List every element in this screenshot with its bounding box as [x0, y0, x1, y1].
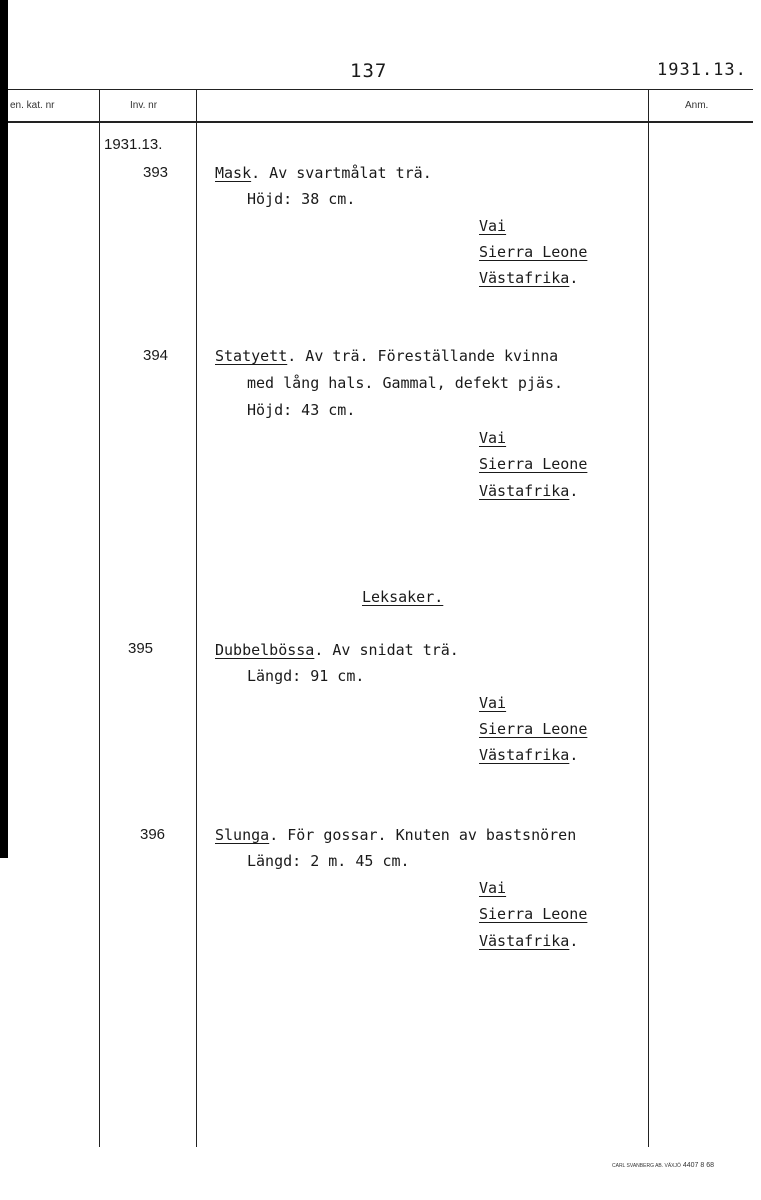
entry-description: [215, 641, 459, 659]
column-header-kat-nr: en. kat. nr: [10, 100, 55, 111]
entry-measure: Längd: 2 m. 45 cm.: [247, 852, 410, 870]
entry-measure: Höjd: 43 cm.: [247, 401, 356, 419]
binding-edge: [0, 0, 8, 858]
origin-people: Vai: [479, 429, 507, 447]
origin-country: Sierra Leone: [479, 455, 588, 473]
origin-region: Västafrika: [479, 482, 570, 500]
accession-marker: 1931.13.: [104, 136, 163, 153]
origin-people: Vai: [479, 879, 507, 897]
origin-region-line: Västafrika.: [479, 746, 579, 764]
origin-country: Sierra Leone: [479, 905, 588, 923]
column-divider-anm: [648, 89, 649, 1147]
entry-text: . Av svartmålat trä.: [251, 164, 432, 182]
entry-title: Dubbelbössa: [215, 641, 315, 659]
header-bottom-rule: [8, 121, 753, 123]
origin-region-line: Västafrika.: [479, 932, 579, 950]
origin-region-line: Västafrika.: [479, 269, 579, 287]
origin-region-line: Västafrika.: [479, 482, 579, 500]
inventory-number: 394: [143, 347, 169, 364]
entry-title: Slunga: [215, 826, 270, 844]
inventory-number: 393: [143, 164, 169, 181]
entry-description: [215, 164, 432, 182]
inventory-number: 395: [128, 640, 154, 657]
entry-title: Statyett: [215, 347, 288, 365]
entry-text: . Av trä. Föreställande kvinna: [287, 347, 559, 365]
entry-line: med lång hals. Gammal, defekt pjäs.: [247, 374, 564, 392]
accession-header: 1931.13.: [657, 60, 747, 80]
origin-region: Västafrika: [479, 269, 570, 287]
entry-measure: Höjd: 38 cm.: [247, 190, 356, 208]
origin-people: Vai: [479, 694, 507, 712]
origin-region: Västafrika: [479, 932, 570, 950]
page-number: 137: [350, 60, 388, 82]
entry-title: Mask: [215, 164, 252, 182]
entry-description: [215, 826, 576, 844]
printer-imprint: [612, 1162, 714, 1169]
column-header-inv-nr: Inv. nr: [130, 100, 158, 111]
origin-region: Västafrika: [479, 746, 570, 764]
entry-measure: Längd: 91 cm.: [247, 667, 365, 685]
origin-people: Vai: [479, 217, 507, 235]
entry-description: [215, 347, 558, 365]
column-header-anm: Anm.: [685, 100, 709, 111]
printer-name: CARL SVANBERG AB. VÄXJÖ: [612, 1163, 681, 1169]
section-heading: Leksaker.: [362, 588, 444, 606]
inventory-number: 396: [140, 826, 166, 843]
origin-country: Sierra Leone: [479, 720, 588, 738]
form-code: 4407 8 68: [682, 1162, 715, 1169]
column-divider-inv: [196, 89, 197, 1147]
header-top-rule: [8, 89, 753, 90]
column-divider-kat: [99, 89, 100, 1147]
origin-country: Sierra Leone: [479, 243, 588, 261]
entry-text: . För gossar. Knuten av bastsnören: [269, 826, 577, 844]
entry-text: . Av snidat trä.: [314, 641, 459, 659]
